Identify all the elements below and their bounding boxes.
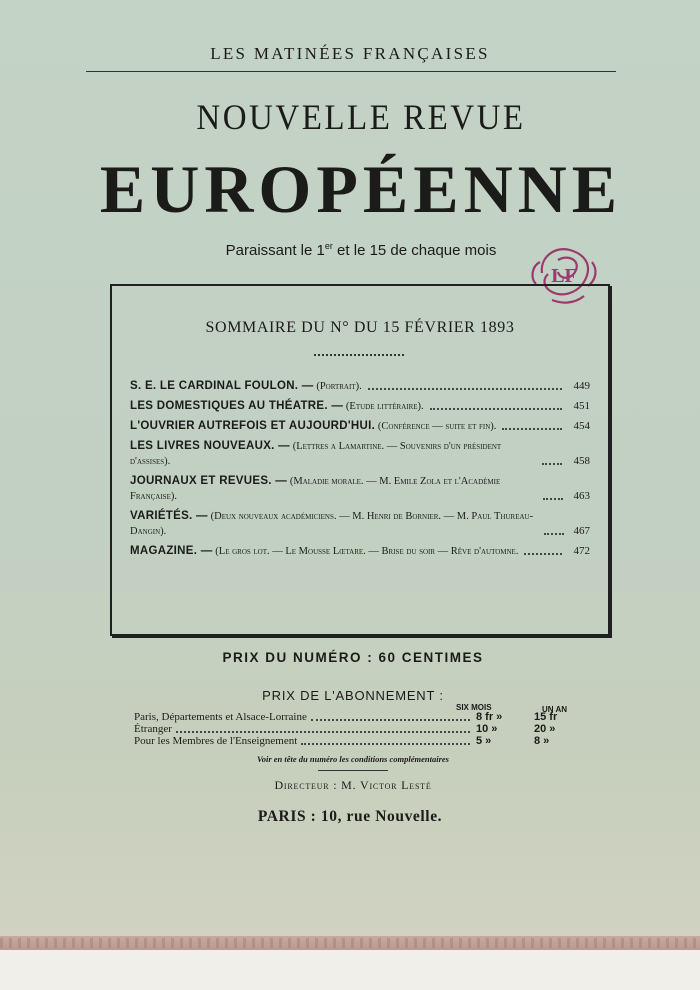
- toc-ornament: [314, 354, 404, 356]
- toc-entry-page: 454: [573, 420, 590, 432]
- subscription-heading: PRIX DE L'ABONNEMENT :: [262, 688, 444, 703]
- toc-entry-page: 451: [573, 400, 590, 412]
- toc-entry-page: 467: [573, 525, 590, 537]
- col-one-year: UN AN: [542, 705, 568, 714]
- toc-leader-dots: [524, 553, 562, 555]
- director-line: Directeur : M. Victor Lesté: [274, 778, 432, 792]
- toc-entry-subtitle: (Portrait).: [316, 381, 362, 392]
- subscription-label: Pour les Membres de l'Enseignement: [134, 735, 298, 747]
- toc-entry-title: MAGAZINE. —: [130, 545, 213, 557]
- toc-entry-row: [130, 399, 590, 414]
- subscription-six-months: 5 »: [476, 735, 492, 747]
- toc-entry: [130, 439, 590, 469]
- toc-entry-row: [130, 509, 590, 539]
- subscription-leader-dots: [301, 743, 470, 745]
- subscription-note: Voir en tête du numéro les conditions complémentaires: [257, 754, 449, 764]
- toc-entry-title: L'OUVRIER AUTREFOIS ET AUJOURD'HUI.: [130, 420, 376, 432]
- periodicity-sup: er: [324, 241, 333, 251]
- toc-entry-title: JOURNAUX ET REVUES. —: [130, 475, 288, 487]
- toc-entry-text: [130, 544, 518, 559]
- subscription-six-months: 8 fr »: [476, 711, 503, 723]
- toc-entry-page: 449: [573, 380, 590, 392]
- series-title: LES MATINÉES FRANÇAISES: [210, 44, 490, 63]
- toc-entry: [130, 544, 590, 559]
- subscription-one-year: 8 »: [534, 735, 550, 747]
- issue-price: PRIX DU NUMÉRO : 60 CENTIMES: [222, 650, 484, 665]
- toc-entry-text: [130, 474, 537, 504]
- title-line-2: EUROPÉENNE: [99, 151, 623, 227]
- toc-entry: [130, 399, 590, 414]
- toc-entry-row: [130, 379, 590, 394]
- toc-entry: [130, 419, 590, 434]
- paper-edge-texture: [0, 938, 700, 948]
- toc-entry-text: [130, 419, 496, 434]
- toc-entry-title: LES DOMESTIQUES AU THÉATRE. —: [130, 400, 344, 412]
- director-rule: [318, 770, 388, 771]
- toc-heading: SOMMAIRE DU N° DU 15 FÉVRIER 1893: [205, 319, 515, 336]
- toc-leader-dots: [368, 388, 562, 390]
- toc-entry-text: [130, 379, 362, 394]
- toc-entry-title: VARIÉTÉS. —: [130, 510, 208, 522]
- periodicity-prefix: Paraissant le 1: [225, 242, 325, 259]
- toc-entry-title: LES LIVRES NOUVEAUX. —: [130, 440, 290, 452]
- table-of-contents: [110, 284, 610, 636]
- address: PARIS : 10, rue Nouvelle.: [257, 808, 443, 825]
- toc-entry-text: [130, 399, 424, 414]
- toc-leader-dots: [544, 533, 564, 535]
- toc-entries: [130, 379, 590, 564]
- toc-entry: [130, 379, 590, 394]
- toc-entry-subtitle: (Lettres a Lamartine. — Souvenirs d'un président d'assises).: [130, 441, 502, 467]
- toc-entry-text: [130, 439, 536, 469]
- toc-entry-subtitle: (Etude littéraire).: [345, 401, 424, 412]
- subscription-one-year: 15 fr: [534, 711, 558, 723]
- subscription-label: Paris, Départements et Alsace-Lorraine: [134, 711, 307, 723]
- toc-entry: [130, 474, 590, 504]
- toc-leader-dots: [542, 463, 562, 465]
- header-rule: [86, 71, 616, 72]
- toc-entry-row: [130, 419, 590, 434]
- toc-entry-row: [130, 439, 590, 469]
- toc-leader-dots: [502, 428, 562, 430]
- toc-entry-text: [130, 509, 538, 539]
- col-six-months: SIX MOIS: [456, 703, 492, 712]
- toc-entry-subtitle: (Le gros lot. — Le Mousse Lœtare. — Brise du soir — Rêve d'automne.: [215, 546, 519, 557]
- toc-entry-subtitle: (Maladie morale. — M. Emile Zola et l'Académie Française).: [130, 476, 501, 502]
- title-line-1: NOUVELLE REVUE: [196, 98, 526, 138]
- toc-entry: [130, 509, 590, 539]
- subscription-leader-dots: [311, 719, 470, 721]
- subscription-label: Étranger: [134, 723, 172, 735]
- stamp-monogram: LF: [551, 265, 577, 287]
- toc-entry-row: [130, 544, 590, 559]
- toc-leader-dots: [430, 408, 562, 410]
- subscription-row: [134, 735, 574, 748]
- toc-entry-row: [130, 474, 590, 504]
- toc-entry-title: S. E. LE CARDINAL FOULON. —: [130, 380, 314, 392]
- toc-entry-subtitle: (Conférence — suite et fin).: [377, 421, 497, 432]
- subscription-leader-dots: [176, 731, 470, 733]
- subscription-one-year: 20 »: [534, 723, 556, 735]
- toc-entry-page: 472: [573, 545, 590, 557]
- toc-entry-page: 458: [573, 455, 590, 467]
- toc-leader-dots: [543, 498, 563, 500]
- periodicity-suffix: et le 15 de chaque mois: [332, 242, 497, 259]
- toc-entry-subtitle: (Deux nouveaux académiciens. — M. Henri de Bornier. — M. Paul Thureau-Dangin).: [130, 511, 534, 537]
- subscription-six-months: 10 »: [476, 723, 498, 735]
- toc-entry-page: 463: [573, 490, 590, 502]
